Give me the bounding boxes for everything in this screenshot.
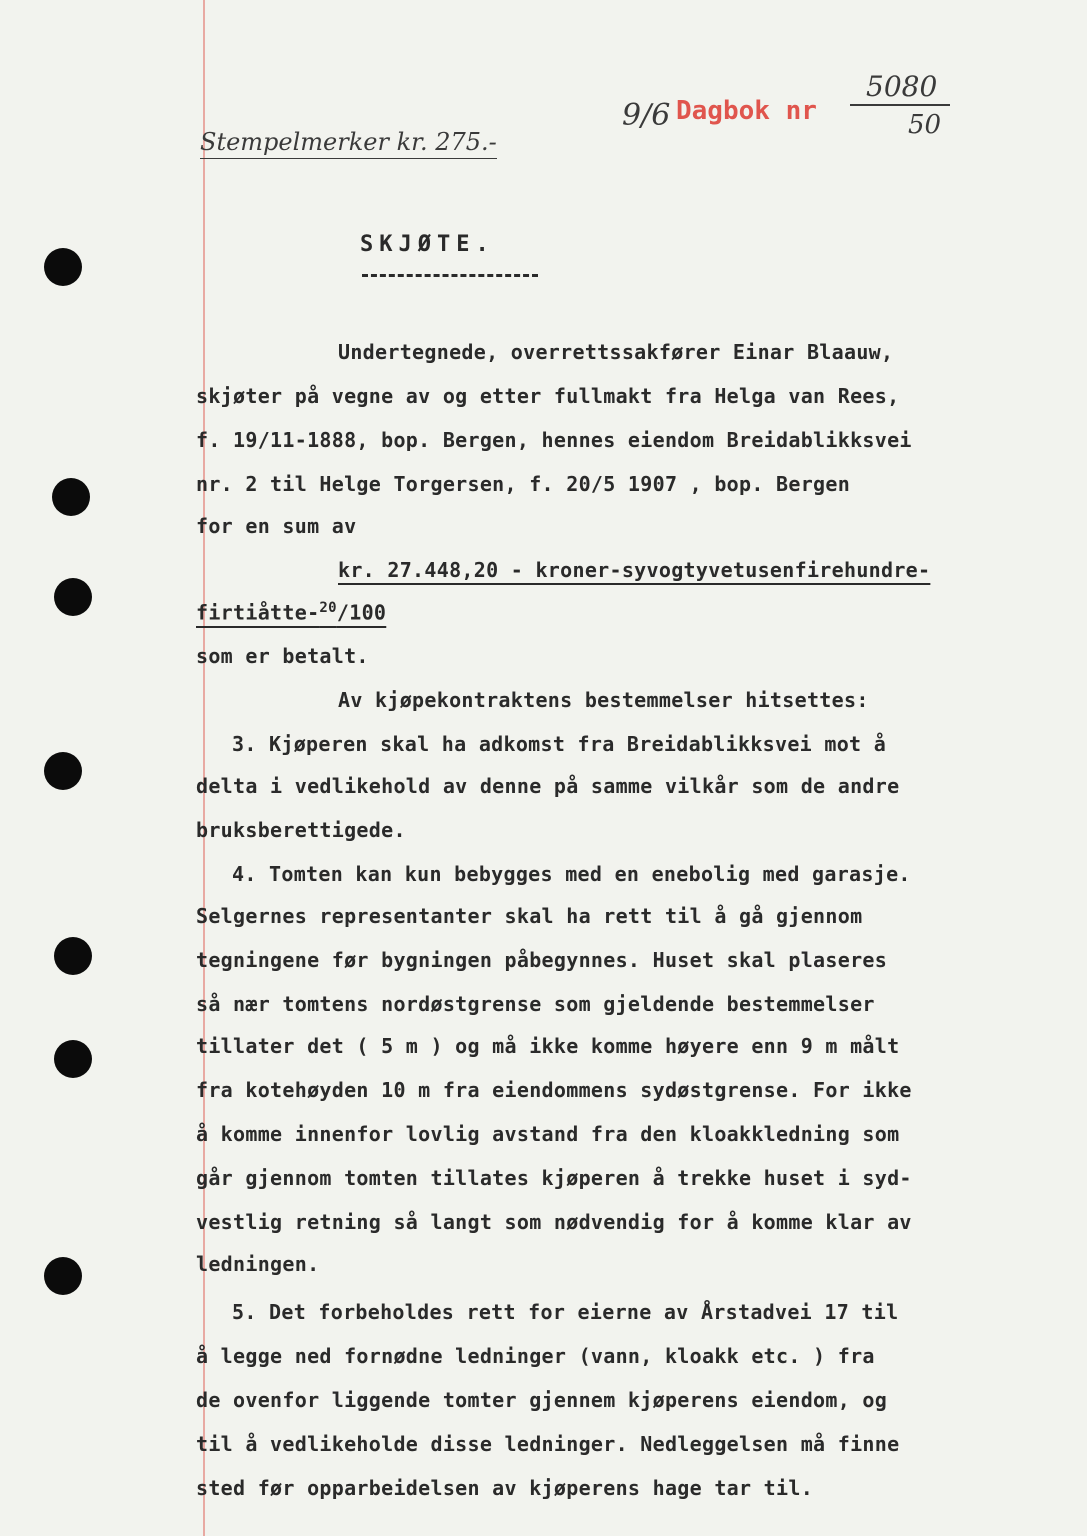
text-line: ledningen. [196, 1252, 320, 1276]
amount-line-cont [196, 600, 386, 625]
text-line: Av kjøpekontraktens bestemmelser hitsettes: [338, 688, 869, 712]
text-line: nr. 2 til Helge Torgersen, f. 20/5 1907 , bop. Bergen [196, 472, 851, 496]
stamp-fee-note: Stempelmerker kr. 275.- [200, 128, 497, 159]
text-line: bruksberettigede. [196, 818, 406, 842]
text-line: 5. Det forbeholdes rett for eierne av Årstadvei 17 til [232, 1300, 899, 1324]
text-line: så nær tomtens nordøstgrense som gjeldende bestemmelser [196, 992, 875, 1016]
punch-hole [44, 248, 82, 286]
text-line: 4. Tomten kan kun bebygges med en enebolig med garasje. [232, 862, 911, 886]
punch-hole [52, 478, 90, 516]
text-line: f. 19/11-1888, bop. Bergen, hennes eiendom Breidablikksvei [196, 428, 912, 452]
text-line: tillater det ( 5 m ) og må ikke komme høyere enn 9 m målt [196, 1034, 900, 1058]
text-line: Selgernes representanter skal ha rett til å gå gjennom [196, 904, 863, 928]
text-line: for en sum av [196, 514, 357, 538]
dagbok-label: Dagbok nr [676, 96, 817, 126]
text-line: de ovenfor liggende tomter gjennem kjøperens eiendom, og [196, 1388, 888, 1412]
text-line: å legge ned fornødne ledninger (vann, kloakk etc. ) fra [196, 1344, 875, 1368]
dagbok-number: 5080 [866, 70, 938, 103]
title-underline [362, 274, 538, 277]
text-line: Undertegnede, overrettssakfører Einar Blaauw, [338, 340, 894, 364]
text-line: skjøter på vegne av og etter fullmakt fra Helga van Rees, [196, 384, 900, 408]
amount-fraction-num: 20 [319, 600, 337, 616]
text-line: 3. Kjøperen skal ha adkomst fra Breidablikksvei mot å [232, 732, 887, 756]
punch-hole [54, 937, 92, 975]
punch-hole [44, 752, 82, 790]
text-line: tegningene før bygningen påbegynnes. Huset skal plaseres [196, 948, 888, 972]
text-line: som er betalt. [196, 644, 369, 668]
text-line: fra kotehøyden 10 m fra eiendommens sydøstgrense. For ikke [196, 1078, 912, 1102]
fraction-bar [850, 104, 950, 106]
text-line: vestlig retning så langt som nødvendig for å komme klar av [196, 1210, 912, 1234]
amount-fraction-den: /100 [336, 600, 387, 625]
punch-hole [54, 1040, 92, 1078]
text-line: delta i vedlikehold av denne på samme vilkår som de andre [196, 774, 900, 798]
punch-hole [54, 578, 92, 616]
document-title: SKJØTE. [360, 232, 495, 257]
punch-hole [44, 1257, 82, 1295]
text-line: sted før opparbeidelsen av kjøperens hage tar til. [196, 1476, 814, 1500]
text-line: går gjennom tomten tillates kjøperen å trekke huset i syd- [196, 1166, 912, 1190]
text-line: til å vedlikeholde disse ledninger. Nedleggelsen må finne [196, 1432, 900, 1456]
amount-line: kr. 27.448,20 - kroner-syvogtyvetusenfirehundre- [338, 558, 931, 582]
text-line: å komme innenfor lovlig avstand fra den kloakkledning som [196, 1122, 900, 1146]
margin-line [203, 0, 205, 1536]
dagbok-year: 50 [908, 110, 942, 140]
amount-words-end: firtiåtte- [196, 600, 320, 625]
handwritten-date: 9/6 [622, 98, 671, 133]
